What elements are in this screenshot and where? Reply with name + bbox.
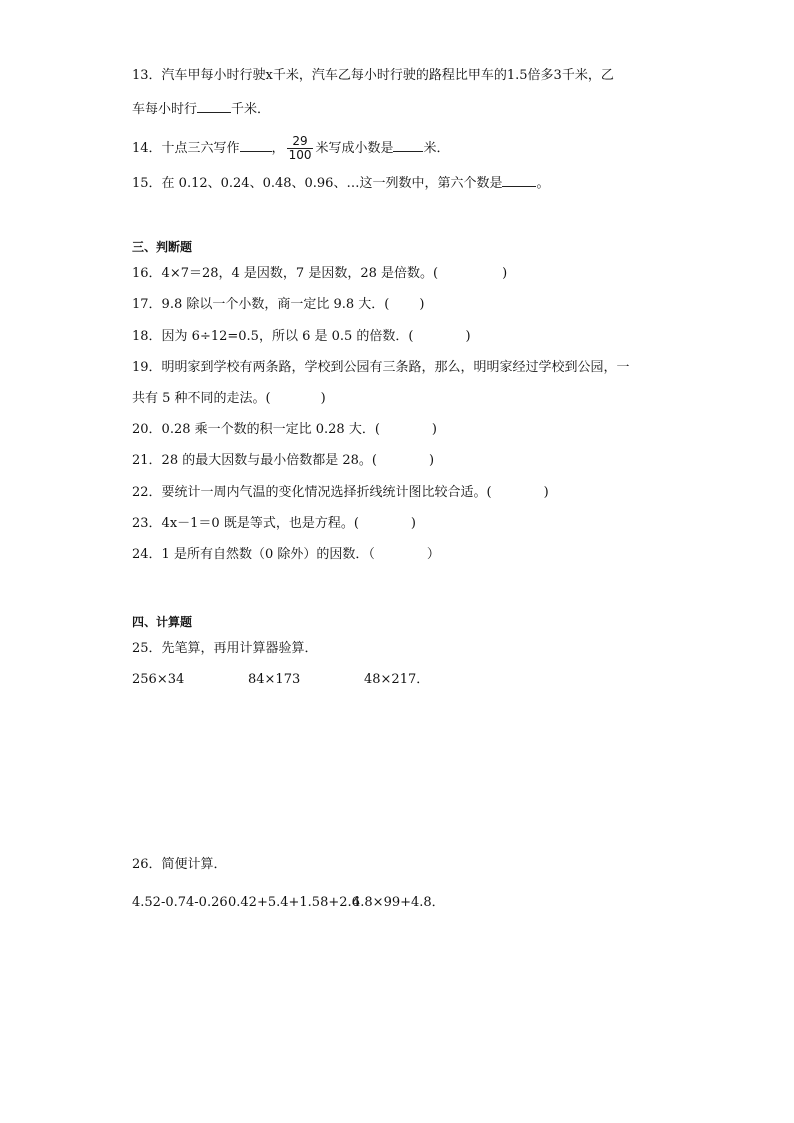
question-19-line2	[132, 389, 326, 409]
question-15	[132, 172, 549, 194]
question-19-close: )	[320, 391, 326, 406]
question-24-text: 24．1 是所有自然数（0 除外）的因数．（	[132, 547, 375, 562]
fraction	[287, 135, 314, 162]
question-20-text: 20．0.28 乘一个数的积一定比 0.28 大．(	[132, 422, 380, 437]
question-18-close: )	[465, 329, 471, 344]
question-23-close: )	[410, 516, 416, 531]
expression: 0.42+5.4+1.58+2.6	[228, 895, 360, 910]
question-20-close: )	[431, 422, 437, 437]
expression: 4.8×99+4.8．	[352, 895, 445, 910]
question-20	[132, 420, 437, 440]
question-13-text-b: 千米．	[231, 102, 271, 117]
question-26-expressions	[132, 893, 445, 913]
question-14-text-b: ，	[271, 141, 285, 156]
answer-blank	[502, 172, 536, 187]
question-16-text: 16．4×7＝28，4 是因数，7 是因数，28 是倍数。(	[132, 266, 439, 281]
question-22	[132, 483, 549, 503]
expression: 84×173	[248, 672, 301, 687]
question-19-line1: 19．明明家到学校有两条路，学校到公园有三条路，那么，明明家经过学校到公园，一	[132, 360, 630, 375]
expression: 48×217．	[364, 672, 430, 687]
question-16	[132, 264, 507, 284]
question-17-close: )	[419, 297, 425, 312]
question-25: 25．先笔算，再用计算器验算．	[132, 641, 318, 656]
question-22-text: 22．要统计一周内气温的变化情况选择折线统计图比较合适。(	[132, 485, 492, 500]
question-18-text: 18．因为 6÷12=0.5，所以 6 是 0.5 的倍数．(	[132, 329, 414, 344]
question-21	[132, 451, 434, 471]
question-24-close: ）	[426, 547, 440, 562]
question-26: 26．简便计算．	[132, 857, 227, 872]
question-15-text-b: 。	[536, 176, 550, 191]
section-3-title: 三、判断题	[132, 240, 193, 254]
question-16-close: )	[502, 266, 508, 281]
question-14-text-a: 14．十点三六写作	[132, 141, 240, 156]
question-17-text: 17．9.8 除以一个小数，商一定比 9.8 大．(	[132, 297, 390, 312]
question-23-text: 23．4x－1＝0 既是等式，也是方程。(	[132, 516, 359, 531]
question-19-text: 共有 5 种不同的走法。(	[132, 391, 271, 406]
section-4-title: 四、计算题	[132, 615, 193, 629]
question-22-close: )	[543, 485, 549, 500]
question-24	[132, 545, 440, 565]
question-17	[132, 295, 424, 315]
question-13-text-a: 车每小时行	[132, 102, 198, 117]
expression: 256×34	[132, 672, 185, 687]
question-13-line1: 13．汽车甲每小时行驶x千米，汽车乙每小时行驶的路程比甲车的1.5倍多3千米，乙	[132, 68, 614, 83]
question-25-expressions	[132, 670, 429, 690]
question-18	[132, 327, 471, 347]
question-14	[132, 135, 450, 162]
question-15-text-a: 15．在 0.12、0.24、0.48、0.96、…这一列数中，第六个数是	[132, 176, 503, 191]
question-14-text-c: 米写成小数是	[315, 141, 394, 156]
fraction-denominator: 100	[288, 148, 312, 162]
question-21-text: 21．28 的最大因数与最小倍数都是 28。(	[132, 453, 377, 468]
question-14-text-d: 米．	[423, 141, 450, 156]
question-13-line2	[132, 98, 270, 120]
fraction-numerator: 29	[287, 135, 314, 149]
question-23	[132, 514, 416, 534]
question-21-close: )	[428, 453, 435, 468]
answer-blank	[197, 98, 231, 113]
answer-blank	[393, 137, 423, 152]
answer-blank	[240, 137, 272, 152]
expression: 4.52-0.74-0.26	[132, 895, 228, 910]
